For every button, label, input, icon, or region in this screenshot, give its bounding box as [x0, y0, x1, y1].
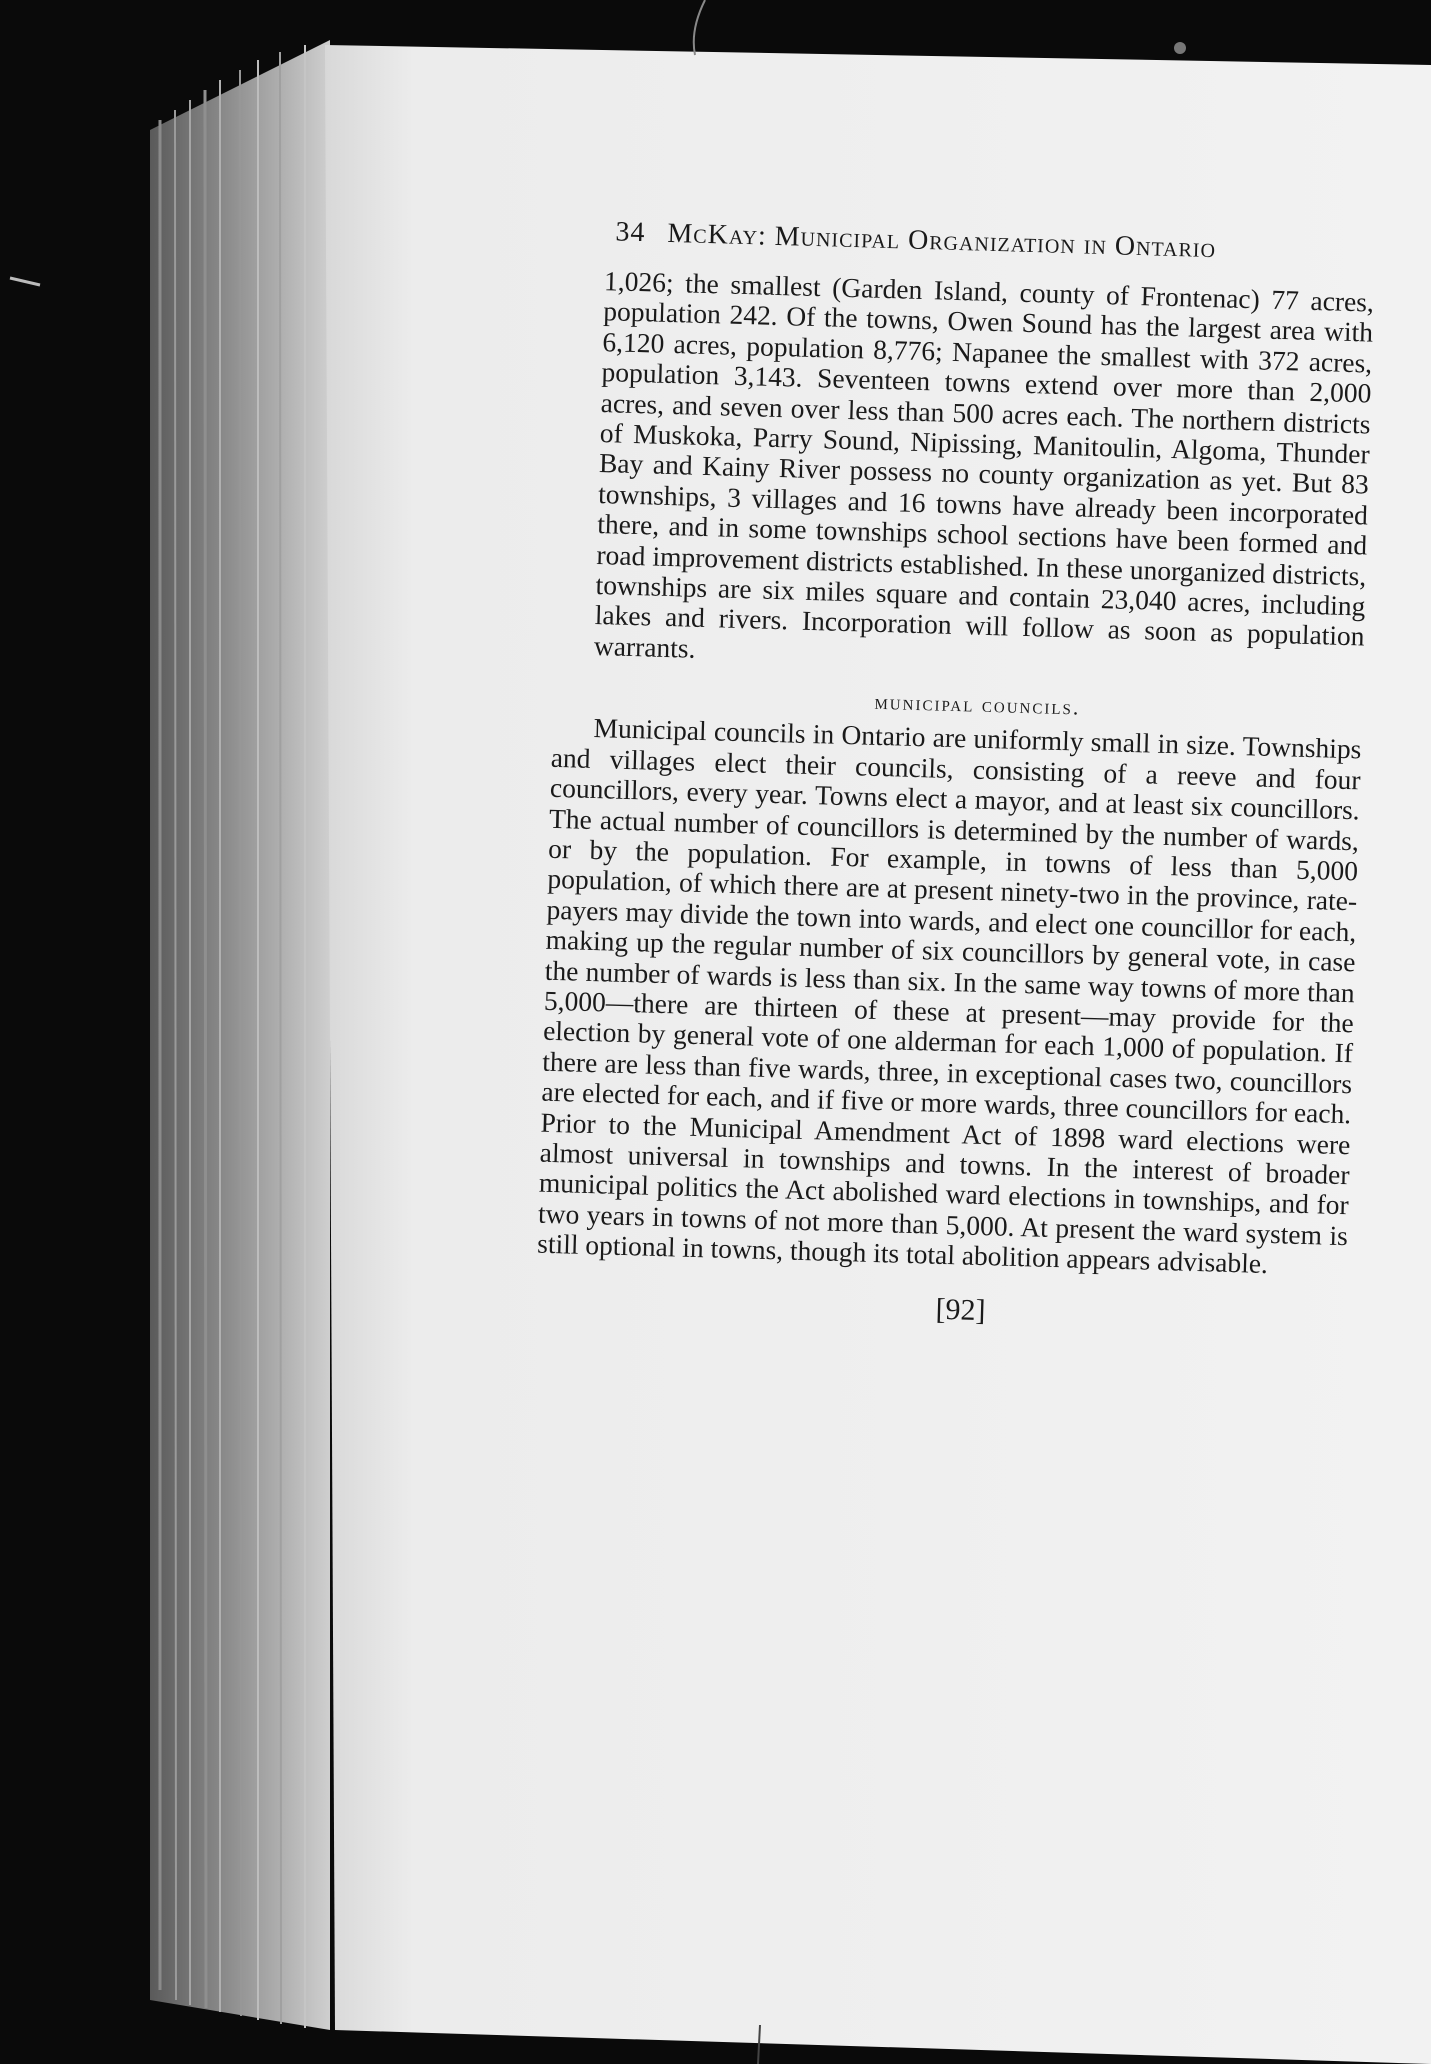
folio-number: [92]	[935, 1292, 987, 1327]
body-paragraph: Municipal councils in Ontario are uniformly small in size. Townships and villages elect their councils, consisting of a reeve and four councillors, every year. Towns elect a mayor, and at least six councillors. The actual number of councillors is determined by the number of wards, or by the population. For example, in towns of less than 5,000 population, of which there are at present ninety-two in the province, rate-payers may divide the town into wards, and elect one councillor for each, making up the regular number of six councillors by general vote, in case the number of wards is less than six. In the same way towns of more than 5,000—there are thirteen of these at present—may provide for the election by general vote of one alderman for each 1,000 of population. If there are less than five wards, three, in exceptional cases two, councillors are elected for each, and if five or more wards, three councillors for each. Prior to the Municipal Amendment Act of 1898 ward elections were almost universal in townships and towns. In the interest of broader municipal politics the Act abolished ward elections in townships, and for two years in towns of not more than 5,000. At present the ward system is still optional in towns, though its total abolition appears advisable.	[536, 712, 1362, 1280]
running-title: McKay: Municipal Organization in Ontario	[667, 217, 1217, 265]
speck	[1174, 42, 1186, 54]
body-paragraph: 1,026; the smallest (Garden Island, county of Frontenac) 77 acres, population 242. Of the towns, Owen Sound has the largest area with 6,120 acres, population 8,776; Napanee the smallest with 372 acres, population 3,143. Seventeen towns extend over more than 2,000 acres, and seven over less than 500 acres each. The northern districts of Muskoka, Parry Sound, Nipissing, Manitoulin, Algoma, Thunder Bay and Kainy River possess no county organization as yet. But 83 townships, 3 villages and 16 towns have already been incorporated there, and in some townships school sections have been formed and road improvement districts established. In these unorganized districts, townships are six miles square and contain 23,040 acres, including lakes and rivers. Incorporation will follow as soon as population warrants.	[593, 265, 1375, 664]
section-heading: municipal councils.	[874, 689, 1081, 720]
page-number: 34	[615, 216, 646, 249]
thread-mark	[694, 0, 705, 55]
left-speck	[10, 278, 40, 285]
page-text-block	[535, 215, 1375, 1338]
page-stack-edges	[150, 40, 330, 2030]
